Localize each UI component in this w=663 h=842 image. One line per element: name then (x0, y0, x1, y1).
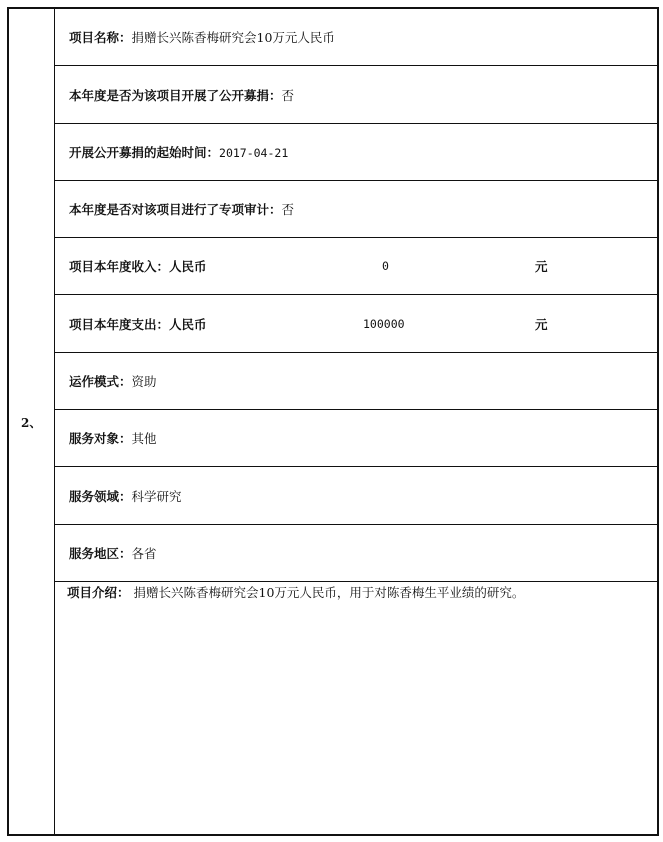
public-fundraising-label: 本年度是否为该项目开展了公开募捐： (69, 87, 282, 103)
special-audit-value: 否 (281, 202, 295, 217)
project-introduction (67, 583, 524, 601)
index-column (9, 9, 55, 834)
row-service-target (55, 410, 657, 467)
service-field-value: 科学研究 (131, 488, 182, 504)
row-expense (55, 295, 657, 353)
service-region-label: 服务地区： (69, 546, 132, 561)
operation-mode-value: 资助 (131, 374, 157, 389)
row-public-fundraising (55, 66, 657, 124)
service-target-label: 服务对象： (69, 431, 132, 446)
project-name-value: 捐赠长兴陈香梅研究会10万元人民币 (131, 30, 335, 45)
row-operation-mode (55, 353, 657, 410)
income-unit: 元 (535, 259, 548, 274)
public-fundraising-value: 否 (281, 87, 295, 103)
row-service-region (55, 525, 657, 582)
row-income (55, 238, 657, 295)
row-project-name (55, 9, 657, 66)
row-service-field (55, 467, 657, 525)
row-special-audit (55, 181, 657, 238)
income-label: 项目本年度收入：人民币 (69, 259, 207, 274)
service-field-label: 服务领域： (69, 488, 132, 504)
expense-amount: 100000 (363, 316, 405, 331)
project-name-label: 项目名称： (69, 30, 132, 45)
operation-mode-label: 运作模式： (69, 374, 132, 389)
special-audit-label: 本年度是否对该项目进行了专项审计： (69, 202, 282, 217)
income-amount: 0 (382, 259, 389, 273)
project-record-table (7, 7, 659, 836)
service-region-value: 各省 (131, 546, 157, 561)
service-target-value: 其他 (131, 431, 157, 446)
expense-label: 项目本年度支出：人民币 (69, 316, 207, 332)
start-time-label: 开展公开募捐的起始时间： (69, 145, 220, 160)
introduction-value: 捐赠长兴陈香梅研究会10万元人民币，用于对陈香梅生平业绩的研究。 (133, 585, 525, 600)
start-time-value: 2017-04-21 (219, 146, 289, 160)
item-index: 2、 (21, 416, 42, 430)
introduction-label: 项目介绍： (67, 585, 130, 600)
project-fields (55, 9, 657, 834)
expense-unit: 元 (535, 316, 548, 332)
row-start-time (55, 124, 657, 181)
